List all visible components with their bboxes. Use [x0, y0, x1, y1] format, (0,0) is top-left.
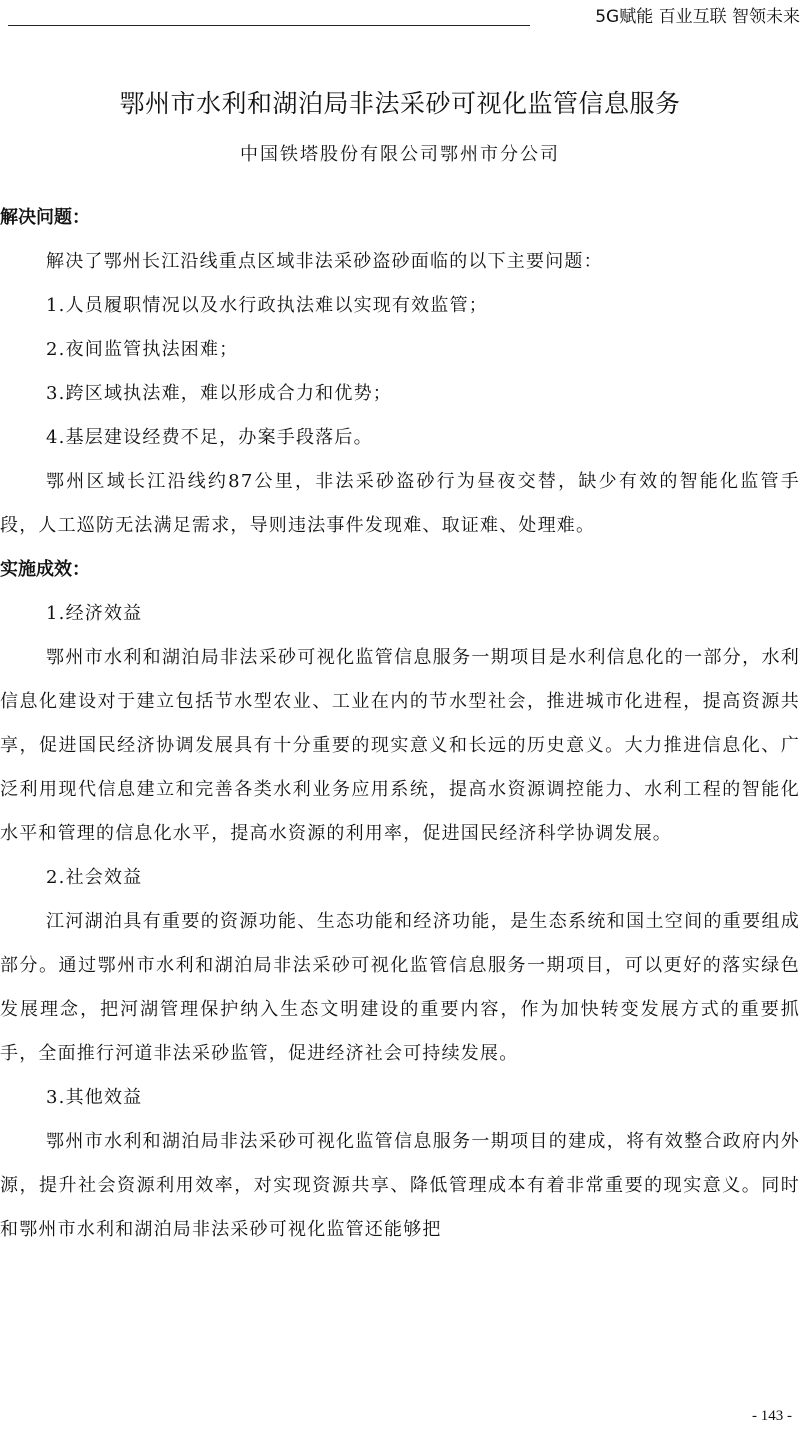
problems-intro: 解决了鄂州长江沿线重点区域非法采砂盗砂面临的以下主要问题：	[46, 251, 603, 272]
header-rule	[8, 25, 530, 26]
problem-item-4: 4.基层建设经费不足，办案手段落后。	[46, 427, 373, 448]
document-body	[0, 196, 800, 1252]
document-subtitle: 中国铁塔股份有限公司鄂州市分公司	[240, 144, 560, 165]
economic-benefit-title: 1.经济效益	[46, 603, 143, 624]
problems-summary: 鄂州区域长江沿线约87公里，非法采砂盗砂行为昼夜交替，缺少有效的智能化监管手段，人工巡防无法满足需求，导则违法事件发现难、取证难、处理难。	[0, 471, 800, 536]
document-title: 鄂州市水利和湖泊局非法采砂可视化监管信息服务	[119, 89, 681, 118]
header-slogan: 5G赋能 百业互联 智领未来	[595, 7, 800, 27]
social-benefit-text: 江河湖泊具有重要的资源功能、生态功能和经济功能，是生态系统和国土空间的重要组成部分。通过鄂州市水利和湖泊局非法采砂可视化监管信息服务一期项目，可以更好的落实绿色发展理念，把河湖管理保护纳入生态文明建设的重要内容，作为加快转变发展方式的重要抓手，全面推行河道非法采砂监管，促进经济社会可持续发展。	[0, 911, 800, 1064]
problem-item-1: 1.人员履职情况以及水行政执法难以实现有效监管；	[46, 295, 488, 316]
other-benefit-title: 3.其他效益	[46, 1087, 143, 1108]
page-header	[8, 0, 800, 40]
page-number: - 143 -	[752, 1408, 792, 1424]
section-heading-results: 实施成效：	[0, 559, 90, 580]
social-benefit-title: 2.社会效益	[46, 867, 143, 888]
problem-item-2: 2.夜间监管执法困难；	[46, 339, 239, 360]
other-benefit-text: 鄂州市水利和湖泊局非法采砂可视化监管信息服务一期项目的建成，将有效整合政府内外源，提升社会资源利用效率，对实现资源共享、降低管理成本有着非常重要的现实意义。同时和鄂州市水利和湖泊局非法采砂可视化监管还能够把	[0, 1131, 800, 1240]
economic-benefit-text: 鄂州市水利和湖泊局非法采砂可视化监管信息服务一期项目是水利信息化的一部分，水利信息化建设对于建立包括节水型农业、工业在内的节水型社会，推进城市化进程，提高资源共享，促进国民经济协调发展具有十分重要的现实意义和长远的历史意义。大力推进信息化、广泛利用现代信息建立和完善各类水利业务应用系统，提高水资源调控能力、水利工程的智能化水平和管理的信息化水平，提高水资源的利用率，促进国民经济科学协调发展。	[0, 647, 800, 844]
section-heading-problems: 解决问题：	[0, 207, 90, 228]
problem-item-3: 3.跨区域执法难，难以形成合力和优势；	[46, 383, 392, 404]
